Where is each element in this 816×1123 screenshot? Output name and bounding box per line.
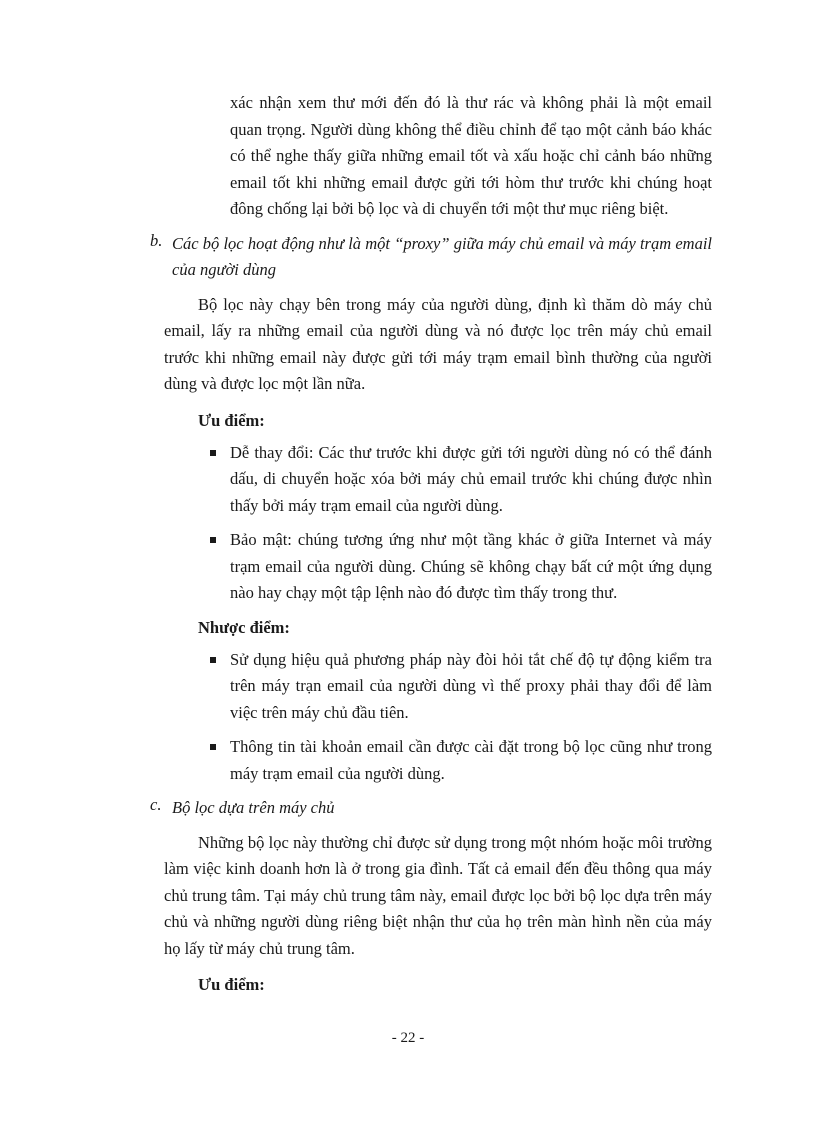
section-c-paragraph: Những bộ lọc này thường chỉ được sử dụng trong một nhóm hoặc môi trường làm việc kinh doanh hơn là ở trong gia đình. Tất cả email đến đều thông qua máy chủ trung tâm. Tại máy chủ trung tâm này, email được lọc bởi bộ lọc dựa trên máy chủ và những người dùng riêng biệt nhận thư của họ trên màn hình nền của máy họ lấy từ máy chủ trung tâm. [164, 832, 712, 958]
list-item-text: Bảo mật: chúng tương ứng như một tầng khác ở giữa Internet và máy trạm email của người dùng. Chúng sẽ không chạy bất cứ một ứng dụng nào hay chạy một tập lệnh nào đó được tìm thấy trong thư. [230, 530, 712, 602]
list-item-text: Sử dụng hiệu quả phương pháp này đòi hỏi tắt chế độ tự động kiểm tra trên máy trạn email của người dùng vì thế proxy phải thay đổi để làm việc trên máy chủ đầu tiên. [230, 649, 712, 722]
list-item [164, 647, 712, 727]
list-item [164, 440, 712, 520]
page-content [150, 90, 712, 998]
list-item [164, 527, 712, 607]
bullet-icon [164, 527, 230, 607]
section-b-letter: b. [150, 230, 163, 250]
bullet-icon [164, 647, 230, 727]
section-c-letter: c. [150, 795, 162, 814]
section-b-advantages-label: Ưu điểm: [198, 410, 265, 430]
section-b-disadvantages-list [164, 647, 712, 788]
section-b-advantages-list [164, 440, 712, 607]
list-item-text: Dễ thay đổi: Các thư trước khi được gửi tới người dùng nó có thể đánh dấu, di chuyển hoặc xóa bởi máy chủ email trước khi chúng được nhìn thấy bởi máy trạm email của người dùng. [230, 442, 712, 515]
bullet-icon [164, 734, 230, 787]
section-b-paragraph: Bộ lọc này chạy bên trong máy của người dùng, định kì thăm dò máy chủ email, lấy ra những email của người dùng và nó được lọc trên máy chủ email trước khi những email này được gửi tới máy trạm email bình thường của người dùng và được lọc một lần nữa. [164, 294, 712, 393]
section-c-title: Bộ lọc dựa trên máy chủ [172, 798, 335, 817]
intro-paragraph: xác nhận xem thư mới đến đó là thư rác và không phải là một email quan trọng. Người dùng không thể điều chỉnh để tạo một cảnh báo khác có thể nghe thấy giữa những email tốt và xấu hoặc chỉ cảnh báo những email tốt khi những email được gửi tới hòm thư trước khi chúng hoạt đông chống lại bởi bộ lọc và di chuyển tới một thư mục riêng biệt. [230, 93, 712, 218]
section-b-title: Các bộ lọc hoạt động như là một “proxy” giữa máy chủ email và máy trạm email của người dùng [172, 233, 712, 279]
section-c-advantages-label: Ưu điểm: [198, 975, 265, 994]
list-item-text: Thông tin tài khoản email cần được cài đặt trong bộ lọc cũng như trong máy trạm email của người dùng. [230, 737, 712, 783]
list-item [164, 734, 712, 787]
section-c-heading [150, 795, 712, 822]
page-number: - 22 - [391, 1030, 425, 1046]
section-b-disadvantages-label: Nhược điểm: [198, 617, 290, 637]
bullet-icon [164, 440, 230, 520]
section-b-heading [150, 230, 712, 284]
